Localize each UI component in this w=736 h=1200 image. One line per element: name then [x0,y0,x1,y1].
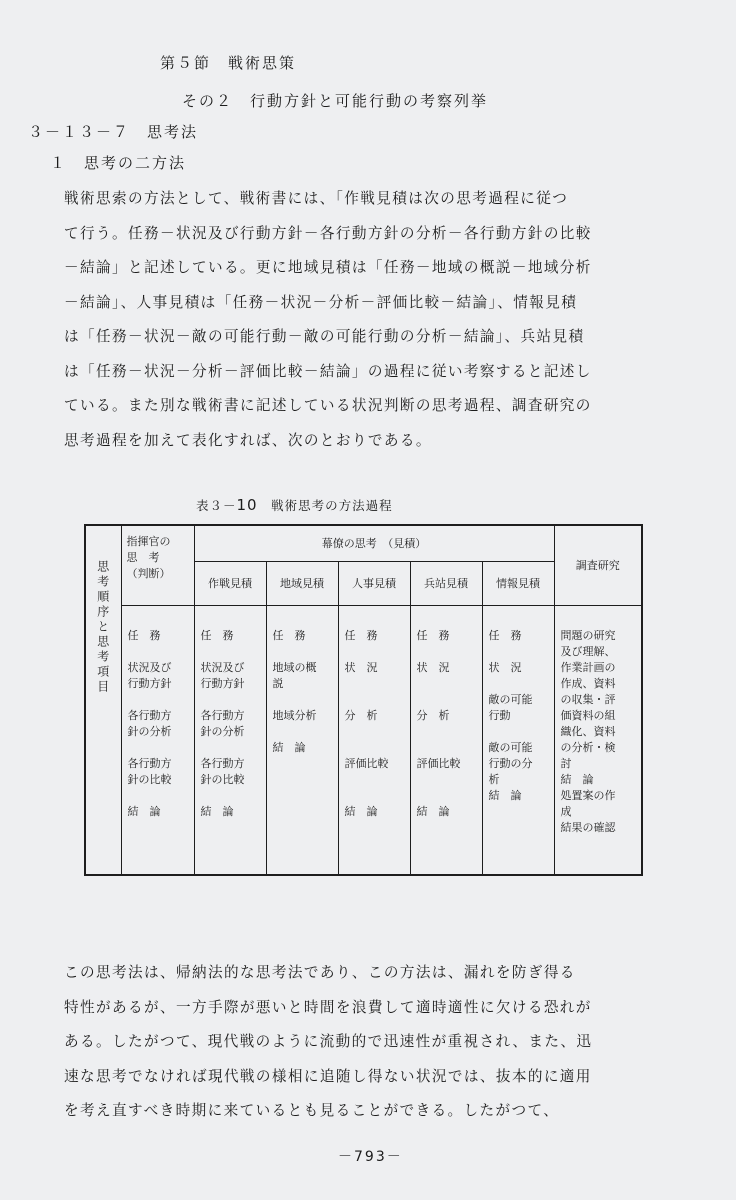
paragraph-line: は「任務－状況－敵の可能行動－敵の可能行動の分析－結論」、兵站見積 [64,328,585,345]
column-header-intelligence: 情報見積 [482,561,554,605]
table-item: 分 析 [416,708,450,722]
intelligence-items-cell [482,605,554,875]
table-item: 析 [488,772,500,786]
section-title: 第５節 戦術思策 [160,54,297,72]
column-header-area: 地域見積 [266,561,338,605]
commander-header-line: 思 考 [126,551,160,564]
table-item: 行動の分 [488,756,533,770]
paragraph-line: 速な思考でなければ現代戦の様相に追随し得ない状況では、抜本的に適用 [64,1067,592,1085]
caption-prefix: 表３－ [196,498,237,513]
paragraph-line: この思考法は、帰納法的な思考法であり、この方法は、漏れを防ぎ得る [64,964,576,981]
commander-items-cell [121,605,194,875]
table-item: 作成、資料 [560,676,616,690]
column-header-operations: 作戦見積 [194,561,266,605]
table-item: 任 務 [200,628,234,642]
table-item: 結 論 [272,740,306,754]
table-item: 結果の確認 [560,820,616,834]
table-item: 任 務 [416,628,450,642]
caption-title: 戦術思考の方法過程 [271,498,393,513]
table-item: 状 況 [344,660,378,674]
section-number-heading: ３－１３－７ 思考法 [28,123,199,141]
table-item: 地域分析 [272,708,317,722]
table-item: 状況及び [200,660,245,674]
paragraph-line: 戦術思索の方法として、戦術書には、「作戦見積は次の思考過程に従つ [64,190,569,207]
paragraph-line: 思考過程を加えて表化すれば、次のとおりである。 [64,431,432,449]
table-item: 行動方針 [127,676,172,690]
staff-header: 幕僚の思考 （見積） [194,525,554,561]
paragraph-line: ある。したがつて、現代戦のように流動的で迅速性が重視され、また、迅 [64,1033,593,1050]
table-item: 説 [272,676,284,690]
paragraph-line: ている。また別な戦術書に記述している状況判断の思考過程、調査研究の [64,397,592,414]
side-label-cell [85,525,121,875]
table-item: 任 務 [127,628,161,642]
table-item: 行動方針 [200,676,245,690]
table-item: 及び理解、 [560,644,616,658]
paragraph-1 [64,182,592,458]
commander-header-line: （判断） [126,567,171,580]
table-item: 価資料の組 [560,708,616,722]
logistics-items-cell [410,605,482,875]
column-header-logistics: 兵站見積 [410,561,482,605]
table-item: 各行動方 [200,708,245,722]
table-item: 敵の可能 [488,692,533,706]
table-item: 任 務 [488,628,522,642]
table-item: 分 析 [344,708,378,722]
paragraph-line: は「任務－状況－分析－評価比較－結論」の過程に従い考察すると記述し [64,362,592,380]
table-item: 状 況 [488,660,522,674]
commander-header-cell [121,525,194,605]
research-items-cell [554,605,642,875]
page-number: －793－ [338,1149,403,1165]
table-item: 針の比較 [200,772,245,786]
table-item: 作業計画の [560,660,616,674]
table-item: 結 論 [200,804,234,818]
paragraph-line: 特性があるが、一方手際が悪いと時間を浪費して適時適性に欠ける恐れが [64,998,592,1016]
side-label: 思考順序と思考項目 [95,560,110,695]
table-item: の分析・検 [560,740,616,754]
table-item: 各行動方 [200,756,245,770]
table-item: 結 論 [127,804,161,818]
table-item: 各行動方 [127,756,172,770]
table-item: の収集・評 [560,692,616,706]
table-caption [196,496,393,514]
paragraph-2 [64,956,592,1129]
table-item: 討 [560,756,572,770]
table-item: 織化、資料 [560,724,616,738]
table-item: 結 論 [560,772,594,786]
table-item: 結 論 [488,788,522,802]
table-item: 成 [560,804,572,818]
table-item: 針の比較 [127,772,172,786]
table-item: 結 論 [416,804,450,818]
caption-number: 10 [236,496,258,514]
column-header-personnel: 人事見積 [338,561,410,605]
table-item: 任 務 [272,628,306,642]
table-item: 地域の概 [272,660,317,674]
table-item: 敵の可能 [488,740,533,754]
table-item: 各行動方 [127,708,172,722]
paragraph-line: を考え直すべき時期に来ているとも見ることができる。したがつて、 [64,1102,560,1119]
table-item: 状 況 [416,660,450,674]
paragraph-line: －結論」、人事見積は「任務－状況－分析－評価比較－結論」、情報見積 [64,293,578,311]
commander-header-line: 指揮官の [126,535,171,548]
paragraph-line: て行う。任務－状況及び行動方針－各行動方針の分析－各行動方針の比較 [64,224,592,242]
table-item: 針の分析 [127,724,172,738]
table-item: 任 務 [344,628,378,642]
table-item: 評価比較 [416,756,461,770]
subsection-heading: １ 思考の二方法 [50,154,187,172]
table-item: 問題の研究 [560,628,616,642]
thinking-process-table [84,524,643,876]
table-item: 結 論 [344,804,378,818]
operations-items-cell [194,605,266,875]
sub-title: その２ 行動方針と可能行動の考察列挙 [182,92,489,110]
area-items-cell [266,605,338,875]
table-item: 処置案の作 [560,788,616,802]
personnel-items-cell [338,605,410,875]
table-item: 評価比較 [344,756,389,770]
table-item: 針の分析 [200,724,245,738]
table-item: 状況及び [127,660,172,674]
research-header: 調査研究 [554,525,642,605]
table-item: 行動 [488,708,511,722]
paragraph-line: －結論」と記述している。更に地域見積は「任務－地域の概説－地域分析 [64,259,592,276]
